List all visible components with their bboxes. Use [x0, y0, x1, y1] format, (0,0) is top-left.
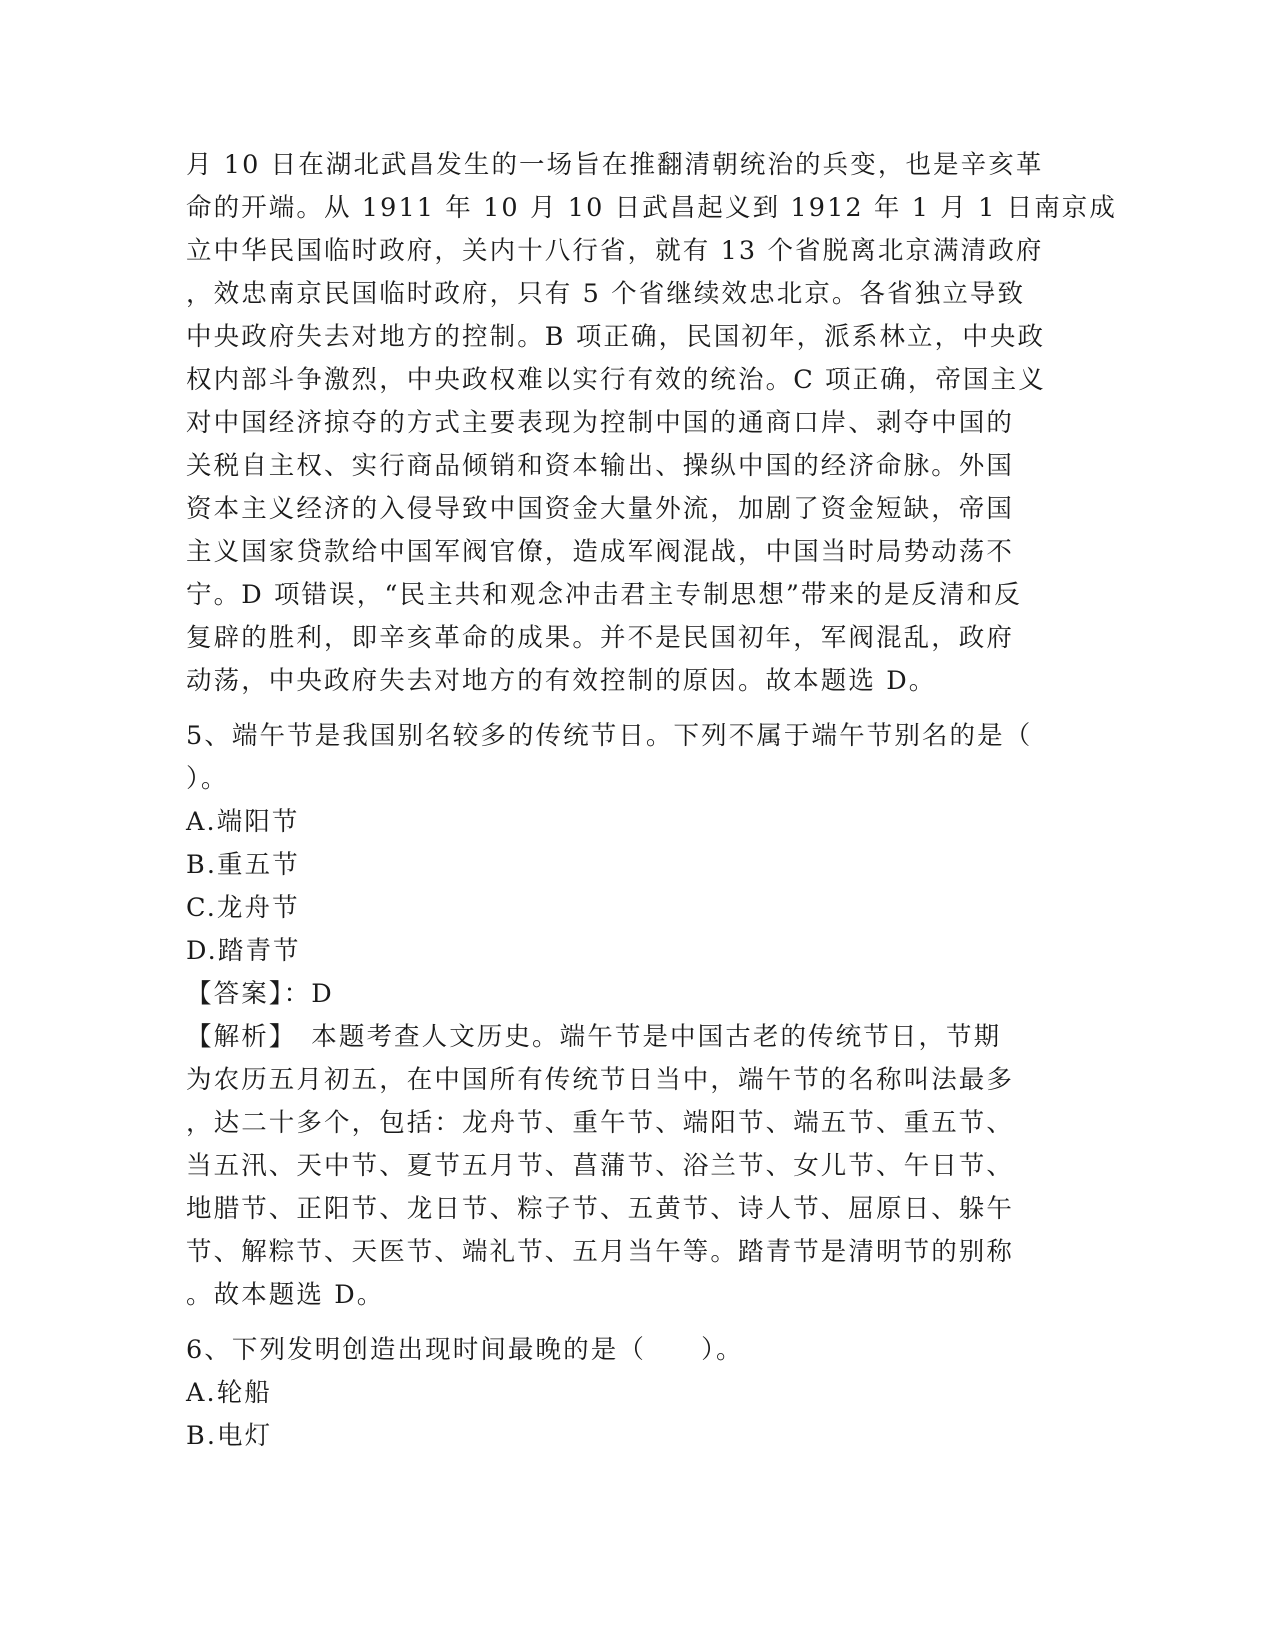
option-a: A.轮船 — [186, 1378, 272, 1408]
text-line: 中央政府失去对地方的控制。B 项正确，民国初年，派系林立，中央政 — [186, 322, 1046, 352]
text-line: 月 10 日在湖北武昌发生的一场旨在推翻清朝统治的兵变，也是辛亥革 — [186, 150, 1044, 180]
previous-explanation — [186, 144, 1118, 703]
question-6 — [186, 1329, 1086, 1458]
analysis-line: 【解析】 本题考查人文历史。端午节是中国古老的传统节日，节期 — [186, 1022, 1002, 1052]
option-b: B.重五节 — [186, 850, 300, 880]
text-line: 关税自主权、实行商品倾销和资本输出、操纵中国的经济命脉。外国 — [186, 451, 1015, 481]
spacer — [186, 1317, 1086, 1329]
analysis-line: 节、解粽节、天医节、端礼节、五月当午等。踏青节是清明节的别称 — [186, 1237, 1015, 1267]
question-stem: 6、下列发明创造出现时间最晚的是（ ）。 — [186, 1335, 744, 1365]
answer: 【答案】：D — [186, 979, 334, 1009]
analysis-line: ，达二十多个，包括：龙舟节、重午节、端阳节、端五节、重五节、 — [186, 1108, 1015, 1138]
option-c: C.龙舟节 — [186, 893, 300, 923]
text-line: 立中华民国临时政府，关内十八行省，就有 13 个省脱离北京满清政府 — [186, 236, 1044, 266]
analysis-line: 地腊节、正阳节、龙日节、粽子节、五黄节、诗人节、屈原日、躲午 — [186, 1194, 1015, 1224]
question-5 — [186, 715, 1086, 1317]
option-a: A.端阳节 — [186, 807, 300, 837]
text-line: 宁。D 项错误，“民主共和观念冲击君主专制思想”带来的是反清和反 — [186, 580, 1022, 610]
spacer — [186, 703, 1086, 715]
text-line: 动荡，中央政府失去对地方的有效控制的原因。故本题选 D。 — [186, 666, 937, 696]
text-line: 主义国家贷款给中国军阀官僚，造成军阀混战，中国当时局势动荡不 — [186, 537, 1015, 567]
question-stem: ）。 — [186, 764, 229, 794]
text-line: 资本主义经济的入侵导致中国资金大量外流，加剧了资金短缺，帝国 — [186, 494, 1015, 524]
text-line: 权内部斗争激烈，中央政权难以实行有效的统治。C 项正确，帝国主义 — [186, 365, 1046, 395]
option-d: D.踏青节 — [186, 936, 301, 966]
document-page — [186, 144, 1118, 1458]
text-line: ，效忠南京民国临时政府，只有 5 个省继续效忠北京。各省独立导致 — [186, 279, 1026, 309]
analysis-line: 。故本题选 D。 — [186, 1280, 385, 1310]
text-line: 复辟的胜利，即辛亥革命的成果。并不是民国初年，军阀混乱，政府 — [186, 623, 1015, 653]
analysis-line: 当五汛、天中节、夏节五月节、菖蒲节、浴兰节、女儿节、午日节、 — [186, 1151, 1015, 1181]
text-line: 命的开端。从 1911 年 10 月 10 日武昌起义到 1912 年 1 月 1 日南京成 — [186, 193, 1118, 223]
text-line: 对中国经济掠夺的方式主要表现为控制中国的通商口岸、剥夺中国的 — [186, 408, 1015, 438]
analysis-line: 为农历五月初五，在中国所有传统节日当中，端午节的名称叫法最多 — [186, 1065, 1015, 1095]
option-b: B.电灯 — [186, 1421, 273, 1451]
question-stem: 5、端午节是我国别名较多的传统节日。下列不属于端午节别名的是（ — [186, 721, 1033, 751]
